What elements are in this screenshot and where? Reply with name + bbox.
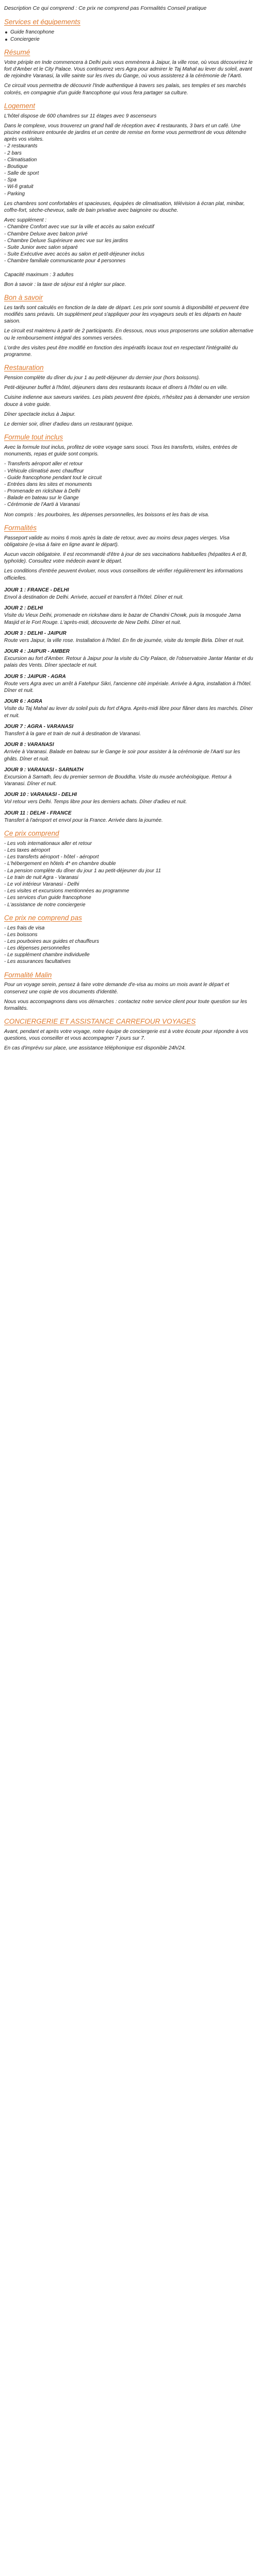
day-block xyxy=(4,630,254,644)
section-services xyxy=(4,18,254,43)
day-heading: JOUR 7 : AGRA - VARANASI xyxy=(4,723,74,730)
logement-paragraph: Avec supplément : - Chambre Confort avec vue sur la ville et accès au salon exécutif - Chambre Deluxe avec balcon privé - Chambre Deluxe Supérieure avec vue sur les jardins - Suite Junior avec salon séparé - Suite Exécutive avec accès au salon et petit-déjeuner inclus - Chambre familiale communicante pour 4 personnes Capacité maximum : 3 adultes xyxy=(4,217,154,278)
day-text: Envol à destination de Delhi. Arrivée, accueil et transfert à l'hôtel. Dîner et nuit. xyxy=(4,594,184,600)
day-heading: JOUR 10 : VARANASI - DELHI xyxy=(4,792,77,798)
section-title-formalite-malin: Formalité Malin xyxy=(4,971,52,979)
day-heading: JOUR 6 : AGRA xyxy=(4,699,43,705)
section-logement xyxy=(4,101,254,288)
section-restauration xyxy=(4,363,254,428)
day-block xyxy=(4,648,254,669)
logement-paragraph: Bon à savoir : la taxe de séjour est à régler sur place. xyxy=(4,281,126,287)
page xyxy=(0,0,258,1065)
formalite-malin-paragraph: Nous vous accompagnons dans vos démarches : contactez notre service client pour toute question sur les formalités. xyxy=(4,998,247,1012)
section-title-ce-prix-comprend: Ce prix comprend xyxy=(4,829,59,838)
day-text: Visite du Vieux Delhi, promenade en rickshaw dans le bazar de Chandni Chowk, puis la mosquée Jama Masjid et le Fort Rouge. L'après-midi, découverte de New Delhi. Dîner et nuit. xyxy=(4,613,241,625)
formalites-paragraph: Aucun vaccin obligatoire. Il est recommandé d'être à jour de ses vaccinations habituelles (hépatites A et B, typhoïde). Consultez votre médecin avant le départ. xyxy=(4,552,247,565)
logement-paragraph: Dans le complexe, vous trouverez un grand hall de réception avec 4 restaurants, 3 bars et un café. Une piscine extérieure entourée de jardins et un centre de remise en forme vous permettront de vous détendre après vos visites. - 2 restaurants - 2 bars - Climatisation - Boutique - Salle de sport - Spa - Wi-fi gratuit - Parking xyxy=(4,123,247,197)
ce-prix-comprend-paragraph: - Les vols internationaux aller et retour - Les taxes aéroport - Les transferts aéroport - hôtel - aéroport - L'hébergement en hôtels 4* en chambre double - La pension complète du dîner du jour 1 au petit-déjeuner du jour 11 - Le train de nuit Agra - Varanasi - Le vol intérieur Varanasi - Delhi - Les visites et excursions mentionnées au programme - Les services d'un guide francophone - L'assistance de notre conciergerie xyxy=(4,840,161,908)
section-title-conciergerie: CONCIERGERIE ET ASSISTANCE CARREFOUR VOYAGES xyxy=(4,1018,196,1026)
services-list xyxy=(4,29,254,43)
intro-text: Description Ce qui comprend : Ce prix ne comprend pas Formalités Conseil pratique xyxy=(4,5,207,11)
day-heading: JOUR 9 : VARANASI - SARNATH xyxy=(4,767,84,773)
formule-paragraph: Avec la formule tout inclus, profitez de votre voyage sans souci. Tous les transferts, visites, entrées de monuments, repas et guide sont compris. xyxy=(4,444,237,457)
day-text: Route vers Jaipur, la ville rose. Installation à l'hôtel. En fin de journée, visite du temple Birla. Dîner et nuit. xyxy=(4,637,245,643)
bon-a-savoir-paragraph: Le circuit est maintenu à partir de 2 participants. En dessous, nous vous proposerons une solution alternative ou le remboursement intégral des sommes versées. xyxy=(4,328,254,341)
section-ce-prix-ne-comprend-pas xyxy=(4,913,254,965)
formalites-paragraph: Les conditions d'entrée peuvent évoluer, nous vous conseillons de vérifier régulièrement les informations officielles. xyxy=(4,568,243,581)
day-heading: JOUR 1 : FRANCE - DELHI xyxy=(4,587,69,593)
section-title-logement: Logement xyxy=(4,101,36,110)
bon-a-savoir-paragraph: Les tarifs sont calculés en fonction de la date de départ. Les prix sont soumis à disponibilité et peuvent être modifiés sans préavis. Un supplément peut s'appliquer pour les voyageurs seuls et les départs en haute saison. xyxy=(4,304,249,325)
day-heading: JOUR 4 : JAIPUR - AMBER xyxy=(4,649,70,655)
resume-paragraph: Ce circuit vous permettra de découvrir l'Inde authentique à travers ses palais, ses temples et ses marchés colorés, en compagnie d'un guide francophone qui vous fera partager sa culture. xyxy=(4,83,246,96)
list-item: Conciergerie xyxy=(4,36,254,43)
section-title-ce-prix-ne-comprend-pas: Ce prix ne comprend pas xyxy=(4,913,82,922)
section-title-restauration: Restauration xyxy=(4,364,44,372)
section-title-formule: Formule tout inclus xyxy=(4,433,63,442)
section-formalite-malin xyxy=(4,971,254,1012)
section-formule xyxy=(4,433,254,518)
section-title-resume: Résumé xyxy=(4,48,30,57)
day-block xyxy=(4,741,254,762)
logement-paragraph: L'hôtel dispose de 600 chambres sur 11 étages avec 9 ascenseurs xyxy=(4,113,157,119)
section-bon-a-savoir xyxy=(4,293,254,358)
day-text: Visite du Taj Mahal au lever du soleil puis du fort d'Agra. Après-midi libre pour flâner dans les marchés. Dîner et nuit. xyxy=(4,706,253,719)
day-block xyxy=(4,767,254,788)
day-text: Route vers Agra avec un arrêt à Fatehpur Sikri, l'ancienne cité impériale. Arrivée à Agra, installation à l'hôtel. Dîner et nuit. xyxy=(4,681,252,694)
section-formalites xyxy=(4,523,254,582)
formule-paragraph: Non compris : les pourboires, les dépenses personnelles, les boissons et les frais de visa. xyxy=(4,512,209,518)
list-item: Guide francophone xyxy=(4,29,254,36)
day-block xyxy=(4,673,254,694)
restauration-paragraph: Le dernier soir, dîner d'adieu dans un restaurant typique. xyxy=(4,421,134,427)
bon-a-savoir-paragraph: L'ordre des visites peut être modifié en fonction des impératifs locaux tout en respectant l'intégralité du programme. xyxy=(4,345,238,358)
formule-paragraph: - Transferts aéroport aller et retour - Véhicule climatisé avec chauffeur - Guide francophone pendant tout le circuit - Entrées dans les sites et monuments - Promenade en rickshaw à Delhi - Balade en bateau sur le Gange - Cérémonie de l'Aarti à Varanasi xyxy=(4,461,102,508)
restauration-paragraph: Petit-déjeuner buffet à l'hôtel, déjeuners dans des restaurants locaux et dîners à l'hôtel ou en ville. xyxy=(4,385,228,391)
restauration-paragraph: Pension complète du dîner du jour 1 au petit-déjeuner du dernier jour (hors boissons). xyxy=(4,375,200,381)
restauration-paragraph: Cuisine indienne aux saveurs variées. Les plats peuvent être épicés, n'hésitez pas à demander une version douce à votre guide. xyxy=(4,395,250,408)
section-title-services: Services et équipements xyxy=(4,18,80,26)
ce-prix-ne-comprend-pas-paragraph: - Les frais de visa - Les boissons - Les pourboires aux guides et chauffeurs - Les dépenses personnelles - Le supplément chambre individuelle - Les assurances facultatives xyxy=(4,925,99,965)
resume-paragraph: Votre périple en Inde commencera à Delhi puis vous emmènera à Jaipur, la ville rose, où vous découvrirez le fort d'Amber et le City Palace. Vous continuerez vers Agra pour admirer le Taj Mahal au lever du soleil, avant de rejoindre Varanasi, la ville sainte sur les rives du Gange, où vous assisterez à la cérémonie de l'Aarti. xyxy=(4,59,253,79)
section-ce-prix-comprend xyxy=(4,829,254,908)
conciergerie-paragraph: Avant, pendant et après votre voyage, notre équipe de conciergerie est à votre écoute pour répondre à vos questions, vous conseiller et vous accompagner 7 jours sur 7. xyxy=(4,1029,248,1042)
day-block xyxy=(4,605,254,626)
day-text: Excursion au fort d'Amber. Retour à Jaipur pour la visite du City Palace, de l'observatoire Jantar Mantar et du palais des Vents. Dîner spectacle et nuit. xyxy=(4,656,253,669)
day-text: Vol retour vers Delhi. Temps libre pour les derniers achats. Dîner d'adieu et nuit. xyxy=(4,799,187,805)
formalite-malin-paragraph: Pour un voyage serein, pensez à faire votre demande d'e-visa au moins un mois avant le départ et conservez une copie de vos documents d'identité. xyxy=(4,982,230,995)
logement-paragraph: Les chambres sont confortables et spacieuses, équipées de climatisation, télévision à écran plat, minibar, coffre-fort, sèche-cheveux, salle de bain privative avec baignoire ou douche. xyxy=(4,200,245,214)
day-text: Excursion à Sarnath, lieu du premier sermon de Bouddha. Visite du musée archéologique. Retour à Varanasi. Dîner et nuit. xyxy=(4,774,232,787)
day-text: Arrivée à Varanasi. Balade en bateau sur le Gange le soir pour assister à la cérémonie de l'Aarti sur les ghâts. Dîner et nuit. xyxy=(4,749,240,762)
day-block xyxy=(4,698,254,719)
day-block xyxy=(4,587,254,601)
restauration-paragraph: Dîner spectacle inclus à Jaipur. xyxy=(4,411,76,417)
day-block xyxy=(4,791,254,805)
conciergerie-paragraph: En cas d'imprévu sur place, une assistance téléphonique est disponible 24h/24. xyxy=(4,1045,186,1052)
section-title-formalites: Formalités xyxy=(4,523,37,532)
day-text: Transfert à la gare et train de nuit à destination de Varanasi. xyxy=(4,731,141,737)
day-heading: JOUR 8 : VARANASI xyxy=(4,742,54,748)
section-itinerary xyxy=(4,587,254,824)
day-block xyxy=(4,723,254,737)
day-heading: JOUR 11 : DELHI - FRANCE xyxy=(4,810,72,816)
day-text: Transfert à l'aéroport et envol pour la France. Arrivée dans la journée. xyxy=(4,817,163,823)
formalites-paragraph: Passeport valide au moins 6 mois après la date de retour, avec au moins deux pages vierges. Visa obligatoire (e-visa à faire en ligne avant le départ). xyxy=(4,535,230,548)
section-title-bon-a-savoir: Bon à savoir xyxy=(4,294,43,302)
section-conciergerie xyxy=(4,1017,254,1052)
day-block xyxy=(4,810,254,824)
day-heading: JOUR 5 : JAIPUR - AGRA xyxy=(4,673,66,680)
day-heading: JOUR 2 : DELHI xyxy=(4,605,43,612)
day-heading: JOUR 3 : DELHI - JAIPUR xyxy=(4,630,67,636)
section-resume xyxy=(4,48,254,96)
